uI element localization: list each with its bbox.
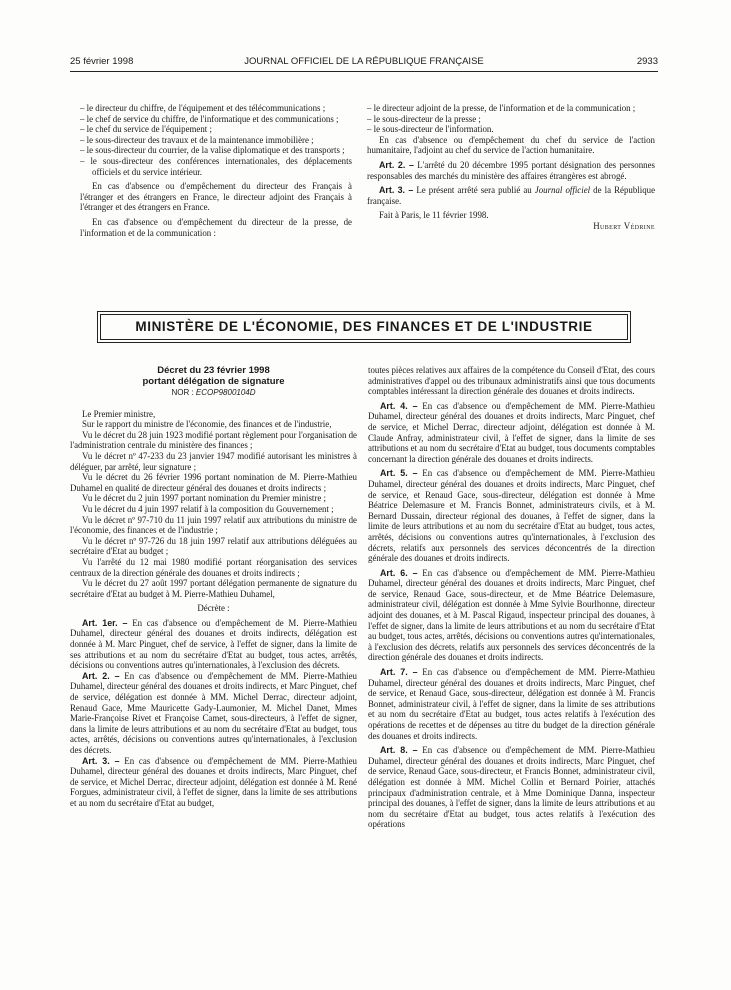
paragraph: Vu le décret du 26 février 1996 portant nomination de M. Pierre-Mathieu Duhamel en qualité de directeur général des douanes et droits indirects ; [70, 472, 357, 493]
header-rule [70, 71, 658, 72]
article-3-continued: toutes pièces relatives aux affaires de la compétence du Conseil d'Etat, des cours administratives d'appel ou des tribunaux administratifs ainsi que tous documents comptables intéressant la direction générale des douanes et droits indirects. [368, 365, 655, 397]
list-item: – le chef du service de l'équipement ; [80, 124, 352, 135]
article-6: Art. 6. – En cas d'absence ou d'empêchement de MM. Pierre-Mathieu Duhamel, directeur général des douanes et droits indirects, Marc Pinguet, chef de service, Renaud Gace, sous-directeur, et de Mme Béatrice Delemasure, administrateur civil, délégation est donnée à Mme Sylvie Bourlhonne, directeur adjoint des douanes, et à M. Pascal Rigaud, inspecteur principal des douanes, à l'effet de signer, dans la limite de leurs attributions et au nom du secrétaire d'Etat au budget, tous actes, arrêtés, décisions ou conventions autres qu'internationales, à l'exclusion des décrets, relatifs aux personnels des services déconcentrés de la direction générale des douanes et droits indirects. [368, 567, 655, 663]
list-item: – le directeur adjoint de la presse, de l'information et de la communication ; [367, 103, 655, 114]
decrete-heading: Décrète : [197, 603, 230, 614]
paragraph: Sur le rapport du ministre de l'économie, des finances et de l'industrie, [82, 419, 332, 430]
article-3: Art. 3. – En cas d'absence ou d'empêchement de MM. Pierre-Mathieu Duhamel, directeur général des douanes et droits indirects, Marc Pinguet, chef de service, et Michel Derrac, directeur adjoint, délégation est donnée à M. René Forgues, administrateur civil, à l'effet de signer, dans la limite de ses attributions et au nom du secrétaire d'Etat au budget, [70, 755, 357, 808]
paragraph: Vu le décret du 2 juin 1997 portant nomination du Premier ministre ; [82, 493, 326, 504]
top-left-column [80, 103, 352, 238]
ministry-banner: MINISTÈRE DE L'ÉCONOMIE, DES FINANCES ET DE L'INDUSTRIE [100, 314, 628, 340]
paragraph: Vu le décret nº 47-233 du 23 janvier 1947 modifié autorisant les ministres à déléguer, par arrêté, leur signature ; [70, 450, 357, 472]
article-1: Art. 1er. – En cas d'absence ou d'empêchement de M. Pierre-Mathieu Duhamel, directeur général des douanes et droits indirects, délégation est donnée à M. Marc Pinguet, chef de service, à l'effet de signer, dans la limite de ses attributions et au nom du secrétaire d'Etat au budget, tous actes, arrêtés, décisions ou conventions autres qu'internationales, à l'exclusion des décrets. [70, 617, 357, 671]
list-item: – le directeur du chiffre, de l'équipement et des télécommunications ; [80, 103, 352, 114]
paragraph: Vu le décret nº 97-710 du 11 juin 1997 relatif aux attributions du ministre de l'économie, des finances et de l'industrie ; [70, 514, 357, 536]
article-7: Art. 7. – En cas d'absence ou d'empêchement de MM. Pierre-Mathieu Duhamel, directeur général des douanes et droits indirects, Marc Pinguet, chef de service, et Renaud Gace, sous-directeur, délégation est donnée à M. Francis Bonnet, administrateur civil, à l'effet de signer, dans la limite de ses attributions et au nom du secrétaire d'Etat au budget, tous actes relatifs à l'exécution des opérations de recettes et de dépenses au titre du budget de la direction générale des douanes et droits indirects. [368, 667, 655, 741]
nor-reference: NOR : ECOP9800104D [171, 388, 256, 397]
list-item: – le chef de service du chiffre, de l'informatique et des communications ; [80, 114, 352, 125]
article-8: Art. 8. – En cas d'absence ou d'empêchement de MM. Pierre-Mathieu Duhamel, directeur général des douanes et droits indirects, Marc Pinguet, chef de service, Renaud Gace, sous-directeur, et Francis Bonnet, administrateur civil, délégation est donnée à MM. Michel Collin et Bernard Poirier, attachés principaux d'administration centrale, et à Mme Dominique Danna, inspecteur principal des douanes, à l'effet de signer, dans la limite de leurs attributions et au nom du secrétaire d'Etat au budget, tous actes relatifs à l'exécution des opérations [368, 745, 655, 830]
page-number: 2933 [636, 56, 658, 67]
paragraph: Vu le décret du 4 juin 1997 relatif à la composition du Gouvernement ; [82, 503, 334, 514]
list-item: – le sous-directeur des travaux et de la maintenance immobilière ; [80, 135, 352, 146]
decree-left-column [70, 365, 357, 809]
issue-date: 25 février 1998 [70, 56, 134, 67]
journal-title: JOURNAL OFFICIEL DE LA RÉPUBLIQUE FRANÇAISE [244, 56, 484, 67]
place-date: Fait à Paris, le 11 février 1998. [379, 210, 489, 221]
paragraph: Vu le décret du 27 août 1997 portant délégation permanente de signature du secrétaire d'Etat au budget à M. Pierre-Mathieu Duhamel, [70, 578, 357, 599]
article-4: Art. 4. – En cas d'absence ou d'empêchement de MM. Pierre-Mathieu Duhamel, directeur général des douanes et droits indirects, Marc Pinguet, chef de service, et Michel Derrac, directeur adjoint, délégation est donnée à M. Claude Anfray, administrateur civil, à l'effet de signer, dans la limite de ses attributions et au nom du secrétaire d'Etat au budget, tous documents comptables concernant la direction générale des douanes et droits indirects. [368, 400, 656, 464]
decree-right-column [368, 365, 655, 830]
paragraph: En cas d'absence ou d'empêchement du directeur des Français à l'étranger et des étrangers en France, le directeur adjoint des Français à l'étranger et des étrangers en France. [80, 181, 352, 213]
page-header [70, 56, 658, 70]
paragraph: Vu le décret nº 97-726 du 18 juin 1997 relatif aux attributions déléguées au secrétaire d'Etat au budget ; [70, 535, 357, 557]
article-2-closing: Art. 2. – L'arrêté du 20 décembre 1995 portant désignation des personnes responsables des marchés du ministère des affaires étrangères est abrogé. [367, 159, 655, 181]
article-3-closing: Art. 3. – Le présent arrêté sera publié au Journal officiel de la République française. [367, 185, 656, 206]
list-item: – le sous-directeur de l'information. [367, 124, 655, 135]
paragraph: En cas d'absence ou d'empêchement du chef du service de l'action humanitaire, l'adjoint au chef du service de l'action humanitaire. [367, 134, 655, 156]
paragraph: Le Premier ministre, [82, 408, 156, 419]
signature: Hubert Védrine [593, 220, 655, 231]
decree-title: Décret du 23 février 1998 portant délégation de signature [142, 365, 285, 387]
paragraph: Vu le décret du 28 juin 1923 modifié portant règlement pour l'organisation de l'administration centrale du ministère des finances ; [70, 429, 357, 451]
paragraph: En cas d'absence ou d'empêchement du directeur de la presse, de l'information et de la communication : [80, 216, 352, 238]
article-2: Art. 2. – En cas d'absence ou d'empêchement de MM. Pierre-Mathieu Duhamel, directeur général des douanes et droits indirects, et Marc Pinguet, chef de service, délégation est donnée à MM. Michel Derrac, directeur adjoint, Renaud Gace, Mme Mauricette Gady-Laumonier, M. Michel Danet, Mmes Marie-Françoise Rivet et Françoise Camet, sous-directeurs, à l'effet de signer, dans la limite de leurs attributions et au nom du secrétaire d'Etat au budget, tous actes, arrêtés, décisions ou conventions autres qu'internationales, à l'exclusion des décrets. [70, 670, 357, 755]
article-5: Art. 5. – En cas d'absence ou d'empêchement de MM. Pierre-Mathieu Duhamel, directeur général des douanes et droits indirects, Marc Pinguet, chef de service, et Renaud Gace, sous-directeur, délégation est donnée à Mme Béatrice Delemasure et M. Francis Bonnet, administrateurs civils, et à M. Bernard Dussain, directeur régional des douanes, à l'effet de signer, dans la limite de leurs attributions et au nom du secrétaire d'Etat au budget, tous actes, arrêtés, décisions ou conventions autres qu'internationales, à l'exclusion des décrets, relatifs aux personnels des services déconcentrés de la direction générale des douanes et droits indirects. [368, 468, 655, 564]
top-right-column [367, 103, 655, 232]
list-item: – le sous-directeur des conférences internationales, des déplacements officiels et du service intérieur. [80, 156, 352, 177]
list-item: – le sous-directeur de la presse ; [367, 114, 655, 125]
paragraph: Vu l'arrêté du 12 mai 1980 modifié portant réorganisation des services centraux de la direction générale des douanes et droits indirects ; [70, 556, 357, 578]
list-item: – le sous-directeur du courrier, de la valise diplomatique et des transports ; [80, 145, 352, 156]
